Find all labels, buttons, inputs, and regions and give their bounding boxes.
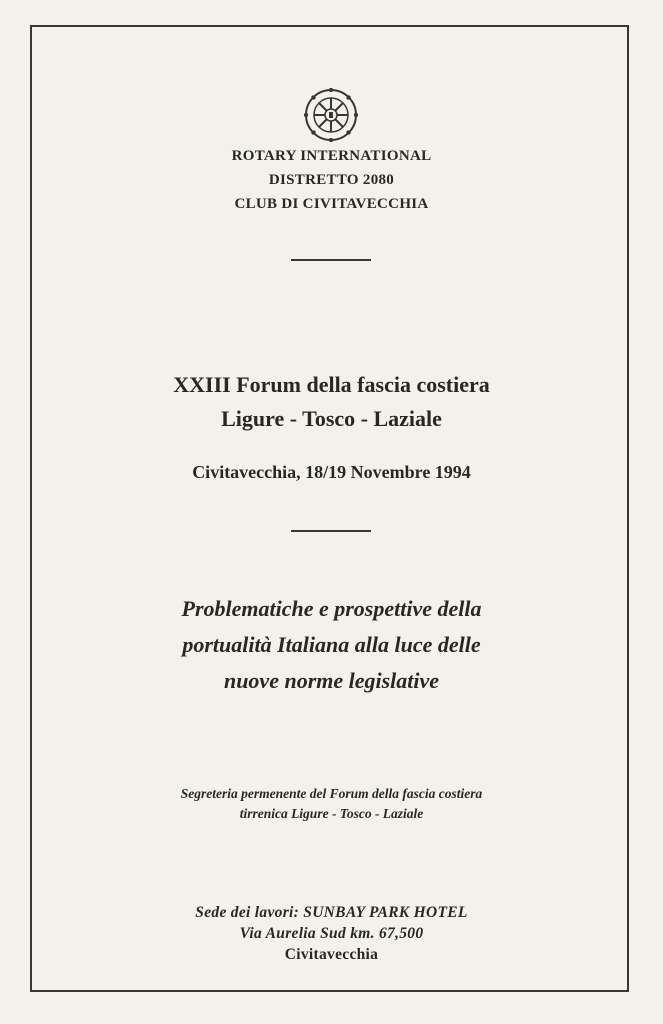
event-date: Civitavecchia, 18/19 Novembre 1994 [192,462,471,482]
topic-line-2: portualità Italiana alla luce delle [182,632,481,657]
topic-line-3: nuove norme legislative [223,668,440,693]
venue-line-1: Sede dei lavori: SUNBAY PARK HOTEL [195,904,468,921]
district-name: DISTRETTO 2080 [268,172,395,188]
forum-subtitle: Ligure - Tosco - Laziale [221,406,442,431]
secretariat-line-2: tirrenica Ligure - Tosco - Laziale [239,806,424,821]
divider [291,530,371,532]
page-border [30,25,629,992]
forum-title: XXIII Forum della fascia costiera [173,372,490,397]
secretariat-line-1: Segreteria permenente del Forum della fascia costiera [180,786,483,801]
rotary-wheel-icon [303,87,359,143]
club-name: CLUB DI CIVITAVECCHIA [234,196,429,212]
venue-city: Civitavecchia [284,946,379,963]
topic-line-1: Problematiche e prospettive della [181,596,482,621]
venue-address: Via Aurelia Sud km. 67,500 [239,925,424,942]
organization-name: ROTARY INTERNATIONAL [231,148,432,164]
divider [291,259,371,261]
